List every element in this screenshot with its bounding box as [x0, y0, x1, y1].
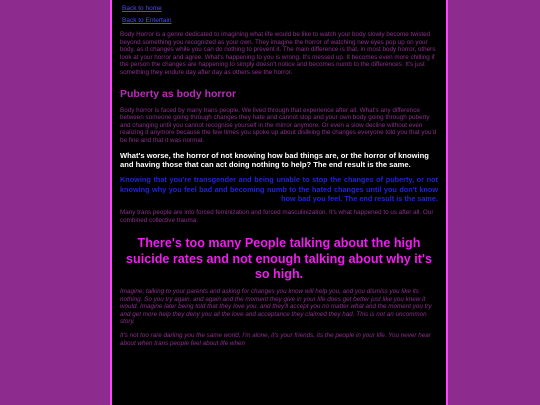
content-panel [110, 0, 448, 405]
footer-paragraph: It's not too rare darling you the same world, I'm alone, it's your friends, its the people in your life. You never hear about when trans people feel about life when [120, 332, 431, 347]
headline: There's too many People talking about the high suicide rates and not enough talking about why it's so high. [126, 236, 432, 281]
back-to-home-link[interactable]: Back to home [122, 5, 162, 12]
article [112, 0, 446, 347]
forced-paragraph: Many trans people are into forced feminization and forced masculinization. It's what happened to us after all. Our combined collective trauma. [120, 209, 434, 224]
question-paragraph: What's worse, the horror of not knowing how bad things are, or the horror of knowing and having those that can act doing nothing to help? The end result is the same. [120, 150, 429, 169]
intro-paragraph: Body Horror is a genre dedicated to imagining what life would be like to watch your body slowly become twisted beyond something you recognized as your own. They imagine the horror of watching new eyes pop up on your body, as it changes while you can do nothing to prevent it. The main difference is that, in most body horror, others look at your horror and agree. What's happening to you is wrong. It's messed up. It becomes even more chilling if the person the changes are happening to simply doesn't notice and becomes numb to the differences. It's just something they endure day after day as others see the horror. [120, 31, 436, 76]
section-paragraph: Body horror is faced by many trans people. We lived through that experience after all. What's any difference between someone going through changes they hate and cannot stop and your own body going through puberty and changing until you cannot recognise yourself in the mirror anymore. Or even a slow decline without even realizing it anymore because the few times you spoke up about disliking the changes everyone told you that you'd be fine and that it was normal. [120, 106, 437, 144]
blue-statement: Knowing that you're transgender and being unable to stop the changes of puberty, or not knowing why you feel bad and becoming numb to the hated changes until you don't know how bad you feel. The end result is the same. [120, 175, 438, 203]
italic-paragraph: Imagine, talking to your parents and asking for changes you know will help you, and you dismiss you like its nothing. So you try again, and again and the moment they give in your life does get better just like you knew it would. Imagine later being told that they love you, and they'll accept you no matter what and the moment you try and get more help they deny you all the love and acceptance they claimed they had. This is not an uncommon story. [120, 288, 432, 326]
back-to-entertain-link[interactable]: Back to Entertain [122, 17, 172, 24]
section-heading: Puberty as body horror [120, 87, 237, 100]
